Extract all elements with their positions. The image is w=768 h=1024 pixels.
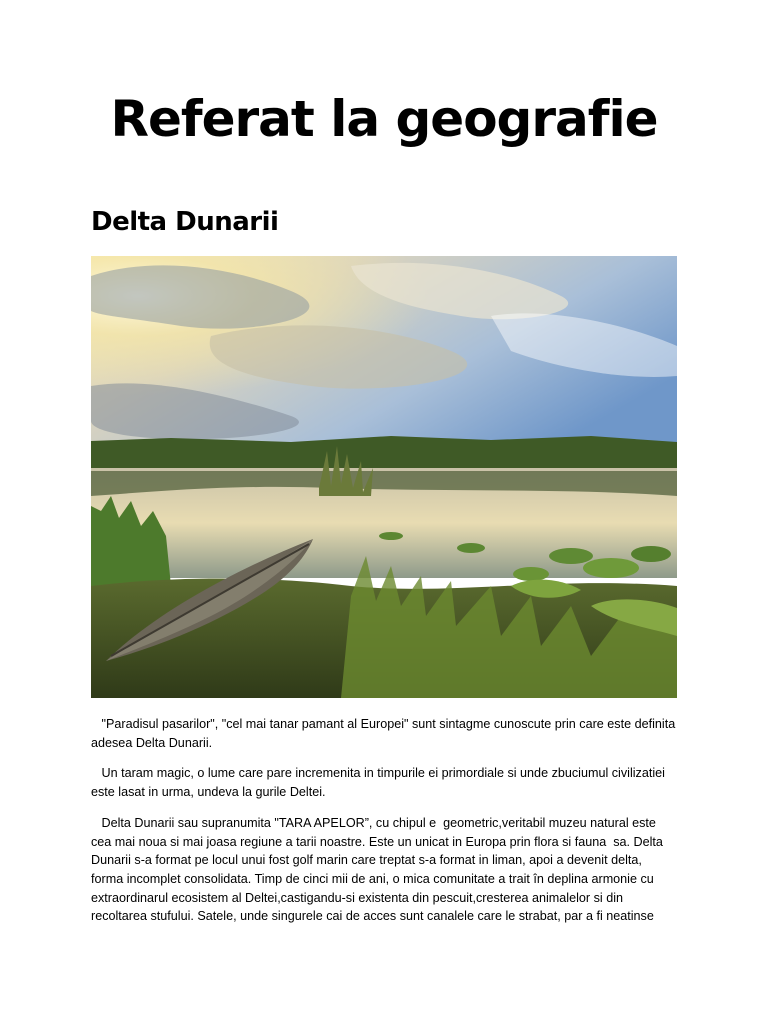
delta-landscape-photo [91,256,677,698]
section-heading: Delta Dunarii [91,207,279,237]
body-text [91,715,677,938]
paragraph-3: Delta Dunarii sau supranumita "TARA APELOR”, cu chipul e geometric,veritabil muzeu natural este cea mai noua si mai joasa regiune a tarii noastre. Este un unicat in Europa prin flora si fauna sa. Delta Dunarii s-a format pe locul unui fost golf marin care treptat s-a format in liman, apoi a devenit delta, forma incomplet consolidata. Timp de cinci mii de ani, o mica comunitate a trait în deplina armonie cu extraordinarul ecosistem al Deltei,castigandu-si existenta din pescuit,cresterea animalelor si din recoltarea stufului. Satele, unde singurele cai de acces sunt canalele care le strabat, par a fi neatinse [91,815,667,924]
document-title: Referat la geografie [110,90,658,148]
paragraph-2: Un taram magic, o lume care pare incremenita in timpurile ei primordiale si unde zbuciumul civilizatiei este lasat in urma, undeva la gurile Deltei. [91,766,669,800]
paragraph-1: "Paradisul pasarilor", "cel mai tanar pamant al Europei" sunt sintagme cunoscute prin care este definita adesea Delta Dunarii. [91,717,679,750]
